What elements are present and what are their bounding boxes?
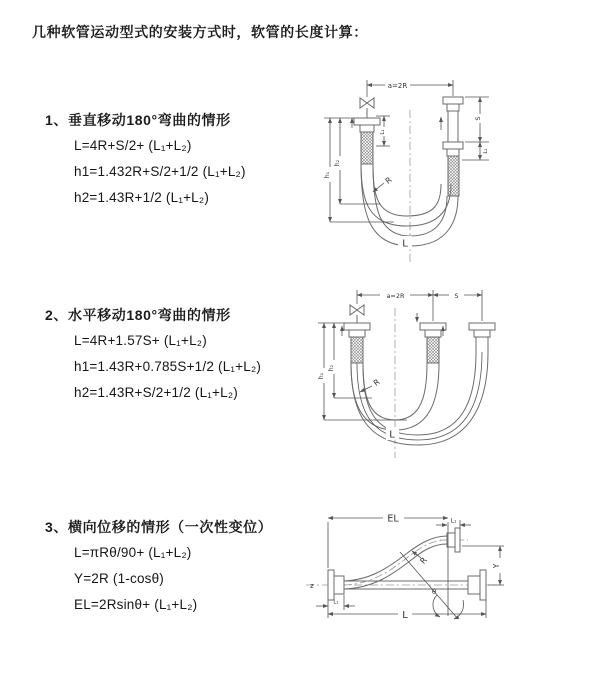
radius-callout (373, 175, 394, 192)
length-label (386, 427, 399, 441)
right-flange-shifted-position (469, 323, 495, 352)
dim-label-theta: θ (431, 588, 437, 596)
diagram-lateral-displacement (300, 500, 600, 650)
formula-h2: h2=1.43R+S/2+1/2 (L₁+L₂) (74, 385, 238, 400)
left-flange-and-hose (354, 118, 380, 164)
formula-length: L=πRθ/90+ (L₁+L₂) (74, 545, 192, 560)
valve-icon (360, 98, 374, 118)
section-2 (45, 306, 261, 406)
formula-el: EL=2Rsinθ+ (L₁+L₂) (74, 597, 198, 612)
dim-label-el: EL (387, 513, 399, 525)
middle-flange-and-hose (420, 323, 446, 363)
section-1 (45, 111, 246, 211)
dim-label-length: L (389, 429, 395, 441)
length-label (398, 236, 412, 250)
formula-length: L=4R+1.57S+ (L₁+L₂) (74, 333, 207, 348)
span-dimension (357, 290, 482, 321)
hose-u-curves (361, 164, 458, 246)
hose-u-curves (351, 352, 488, 445)
fitting-dimension-top (436, 518, 471, 531)
dim-label-stroke: S (454, 291, 459, 300)
dim-label-fitting-right: L₁ (483, 148, 489, 154)
dim-label-radius: R (418, 555, 429, 566)
axis-mark: z (310, 582, 314, 590)
dim-label-span: a=2R (387, 81, 408, 90)
fitting-dimension-left (316, 595, 355, 610)
dim-label-stroke: S (474, 116, 482, 121)
section-3-heading: 3、横向位移的情形（一次性变位） (45, 519, 273, 535)
dim-label-h1: h₁ (318, 372, 325, 380)
dim-label-radius: R (371, 377, 382, 388)
el-dimension (328, 514, 448, 569)
dim-label-span: a=2R (386, 291, 405, 300)
dim-label-y: Y (492, 563, 501, 569)
left-flange (328, 570, 344, 600)
formula-h2: h2=1.43R+1/2 (L₁+L₂) (74, 190, 210, 205)
dim-label-fitting-left: L₁ (333, 599, 339, 606)
dim-label-h2: h₂ (328, 364, 335, 372)
stroke-and-fitting-dimension-right (462, 97, 489, 160)
dim-label-h2: h₂ (334, 159, 341, 167)
dim-label-fitting-left: L₁ (380, 129, 386, 135)
page-title: 几种软管运动型式的安装方式时，软管的长度计算： (32, 24, 368, 40)
dim-label-length: L (402, 238, 408, 250)
formula-h1: h1=1.432R+S/2+1/2 (L₁+L₂) (74, 164, 246, 179)
valve-icon (350, 305, 364, 323)
dim-label-radius: R (383, 175, 394, 186)
section-1-heading: 1、垂直移动180°弯曲的情形 (45, 112, 231, 128)
left-flange-and-hose (344, 323, 370, 363)
dim-label-h1: h₁ (324, 171, 331, 179)
section-3 (45, 518, 272, 618)
dim-label-length: L (402, 610, 408, 621)
dim-label-fitting-top: L₁ (450, 517, 457, 525)
formula-length: L=4R+S/2+ (L₁+L₂) (74, 138, 192, 153)
span-dimension (367, 80, 453, 97)
right-pipe-and-flanges (443, 97, 463, 196)
displaced-hose-curve (344, 528, 460, 589)
diagram-vertical-180-bend (310, 70, 600, 265)
section-2-heading: 2、水平移动180°弯曲的情形 (45, 307, 231, 323)
formula-y: Y=2R (1-cosθ) (74, 571, 165, 586)
formula-h1: h1=1.43R+0.785S+1/2 (L₁+L₂) (74, 359, 262, 374)
diagram-horizontal-180-bend (310, 280, 600, 465)
